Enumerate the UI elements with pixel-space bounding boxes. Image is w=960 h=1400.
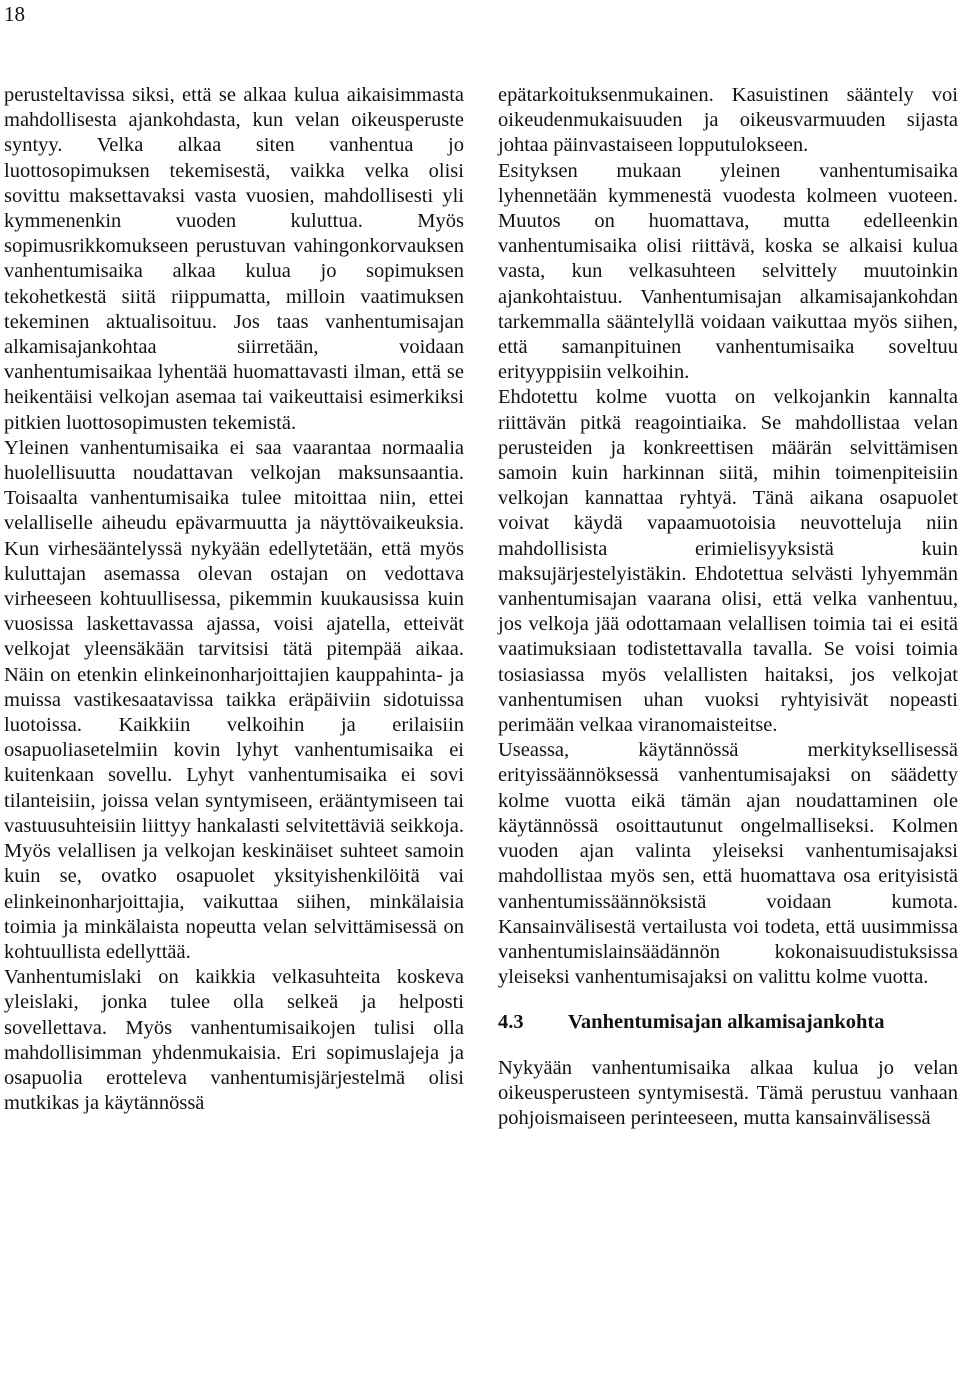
body-paragraph: Useassa, käytännössä merkityksellisessä erityissäännöksessä vanhentumisajaksi on säädetty kolme vuotta eikä tämän ajan noudattaminen ole käytännössä osoittautunut ongelmalliseksi. Kolmen vuoden ajan valinta yleiseksi vanhentumisajaksi mahdollistaa myös sen, että huomattava osa erityisistä vanhentumissäännöksistä voidaan kumota. Kansainvälisestä vertailusta voi todeta, että uusimmissa vanhentumislainsäädännön kokonaisuudistuksissa yleiseksi vanhentumisajaksi on valittu kolme vuotta. — [498, 739, 958, 989]
body-paragraph: Yleinen vanhentumisaika ei saa vaarantaa normaalia huolellisuutta noudattavan velkojan maksunsaantia. Toisaalta vanhentumisaika tulee mitoittaa niin, ettei velalliselle aiheudu epävarmuutta ja näyttövaikeuksia. Kun virhesääntelyssä nykyään edellytetään, että myös kuluttajan asemassa olevan ostajan on vedottava virheeseen kohtuullisessa, pikemmin kuukausissa kuin vuosissa laskettavassa ajassa, voisi ajatella, etteivät velkojat yleensäkään tarvitsisi tätä pitempää aikaa. Näin on etenkin elinkeinonharjoittajien kauppahinta- ja muissa vastikesaatavissa taikka eräpäiviin sidotuissa luotoissa. Kaikkiin velkoihin ja erilaisiin osapuoliasetelmiin kovin lyhyt vanhentumisaika ei kuitenkaan sovellu. Lyhyt vanhentumisaika ei sovi tilanteisiin, joissa velan syntymiseen, erääntymiseen tai vastuusuhteisiin liittyy hankalasti selvitettäviä seikkoja. Myös velallisen ja velkojan keskinäiset suhteet samoin kuin se, ovatko osapuolet yksityishenkilöitä vai elinkeinonharjoittajia, vaikuttaa siihen, minkälaisia toimia ja minkälaista nopeutta velan selvittämisessä on kohtuullista edellyttää. — [4, 436, 464, 963]
section-title: Vanhentumisajan alkamisajankohta — [568, 1011, 885, 1034]
page-number: 18 — [4, 2, 25, 26]
section-heading — [498, 1010, 958, 1035]
body-paragraph: Vanhentumislaki on kaikkia velkasuhteita koskeva yleislaki, jonka tulee olla selkeä ja helposti sovellettava. Myös vanhentumisaikojen tulisi olla mahdollisimman yhdenmukaisia. Eri sopimuslajeja ja osapuolia erotteleva vanhentumisjärjestelmä olisi mutkikas ja käytännössä — [4, 966, 464, 1115]
body-paragraph: epätarkoituksenmukainen. Kasuistinen sääntely voi oikeudenmukaisuuden ja oikeusvarmuuden sijasta johtaa päinvastaiseen lopputulokseen. — [498, 84, 958, 157]
body-paragraph: Esityksen mukaan yleinen vanhentumisaika lyhennetään kymmenestä vuodesta kolmeen vuoteen. Muutos on huomattava, mutta edelleenkin vanhentumisaika olisi riittävä, koska se alkaisi kulua vasta, kun velkasuhteen selvittely muutoinkin ajankohtaistuu. Vanhentumisajan alkamisajankohdan tarkemmalla sääntelyllä voidaan vaikuttaa myös siihen, että samanpituinen vanhentumisaika soveltuu erityyppisiin velkoihin. — [498, 159, 958, 384]
section-number: 4.3 — [498, 1011, 524, 1034]
right-column — [498, 83, 958, 1131]
body-paragraph: Nykyään vanhentumisaika alkaa kulua jo velan oikeusperusteen syntymisestä. Tämä perustuu vanhaan pohjoismaiseen perinteeseen, mutta kansainvälisessä — [498, 1056, 958, 1129]
body-paragraph: perusteltavissa siksi, että se alkaa kulua aikaisimmasta mahdollisesta ajankohdasta, kun velan oikeusperuste syntyy. Velka alkaa siten vanhentua jo luottosopimuksen tekemisestä, vaikka velka olisi sovittu maksettavaksi vasta vuosien, mahdollisesti yli kymmenenkin vuoden kuluttua. Myös sopimusrikkomukseen perustuvan vahingonkorvauksen vanhentumisaika alkaa kulua jo sopimuksen tekohetkestä siitä riippumatta, milloin vaatimuksen tekeminen aktualisoituu. Jos taas vanhentumisajan alkamisajankohtaa siirretään, voidaan vanhentumisaikaa lyhentää huomattavasti ilman, että se heikentäisi velkojan asemaa tai vaikeuttaisi esimerkiksi pitkien luottosopimusten tekemistä. — [4, 84, 464, 434]
left-column — [4, 83, 464, 1116]
body-paragraph: Ehdotettu kolme vuotta on velkojankin kannalta riittävän pitkä reagointiaika. Se mahdollistaa velan perusteiden ja konkreettisen määrän selvittämisen samoin kuin harkinnan siitä, mihin toimenpiteisiin velkojan kannattaa ryhtyä. Tänä aikana osapuolet voivat käydä vapaamuotoisia neuvotteluja niin mahdollisista erimielisyyksistä kuin maksujärjestelyistäkin. Ehdotettua selvästi lyhyemmän vanhentumisajan vaarana olisi, että velka vanhentuu, jos velkoja jää odottamaan velallisen toimia tai ei esitä vaatimuksiaan todistettavalla tavalla. Se voisi toimia tosiasiassa myös velallisten haitaksi, jos velkojat vanhentumisen uhan vuoksi ryhtyisivät nopeasti perimään velkaa viranomaisteitse. — [498, 386, 958, 737]
